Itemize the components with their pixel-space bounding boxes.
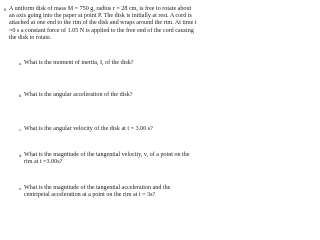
question-marker: d. [19,153,23,158]
question-text: What is the angular acceleration of the disk? [24,92,133,98]
question-text: What is the magnitude of the tangential velocity, v, of a point on the rim at t =3.00s? [24,152,190,166]
problem-number: 6. [4,7,8,12]
question-text: What is the angular velocity of the disk at t = 3.00 s? [24,126,153,132]
question-marker: a. [19,61,22,66]
question-text: What is the moment of inertia, I, of the disk? [24,60,134,66]
question-marker: c. [19,127,22,132]
question-marker: e. [19,186,22,191]
question-b [19,92,191,99]
problem-block [4,6,197,42]
question-d [19,152,191,166]
problem-statement-text: A uniform disk of mass M = 750 g, radius r = 28 cm, is free to rotate about an axis going into the paper at point P. The disk is initially at rest. A cord is attached at one end to the rim of the disk and wraps around the rim. At time t =0 s a constant force of 1.05 N is applied to the free end of the cord causing the disk to rotate. [9,6,197,41]
question-marker: b. [19,93,23,98]
question-e [19,185,191,199]
question-a [19,60,191,67]
question-text: What is the magnitude of the tangential acceleration and the centripetal acceleration at a point on the rim at t = 3s? [24,185,171,199]
problem-statement [4,6,197,42]
question-c [19,126,191,133]
